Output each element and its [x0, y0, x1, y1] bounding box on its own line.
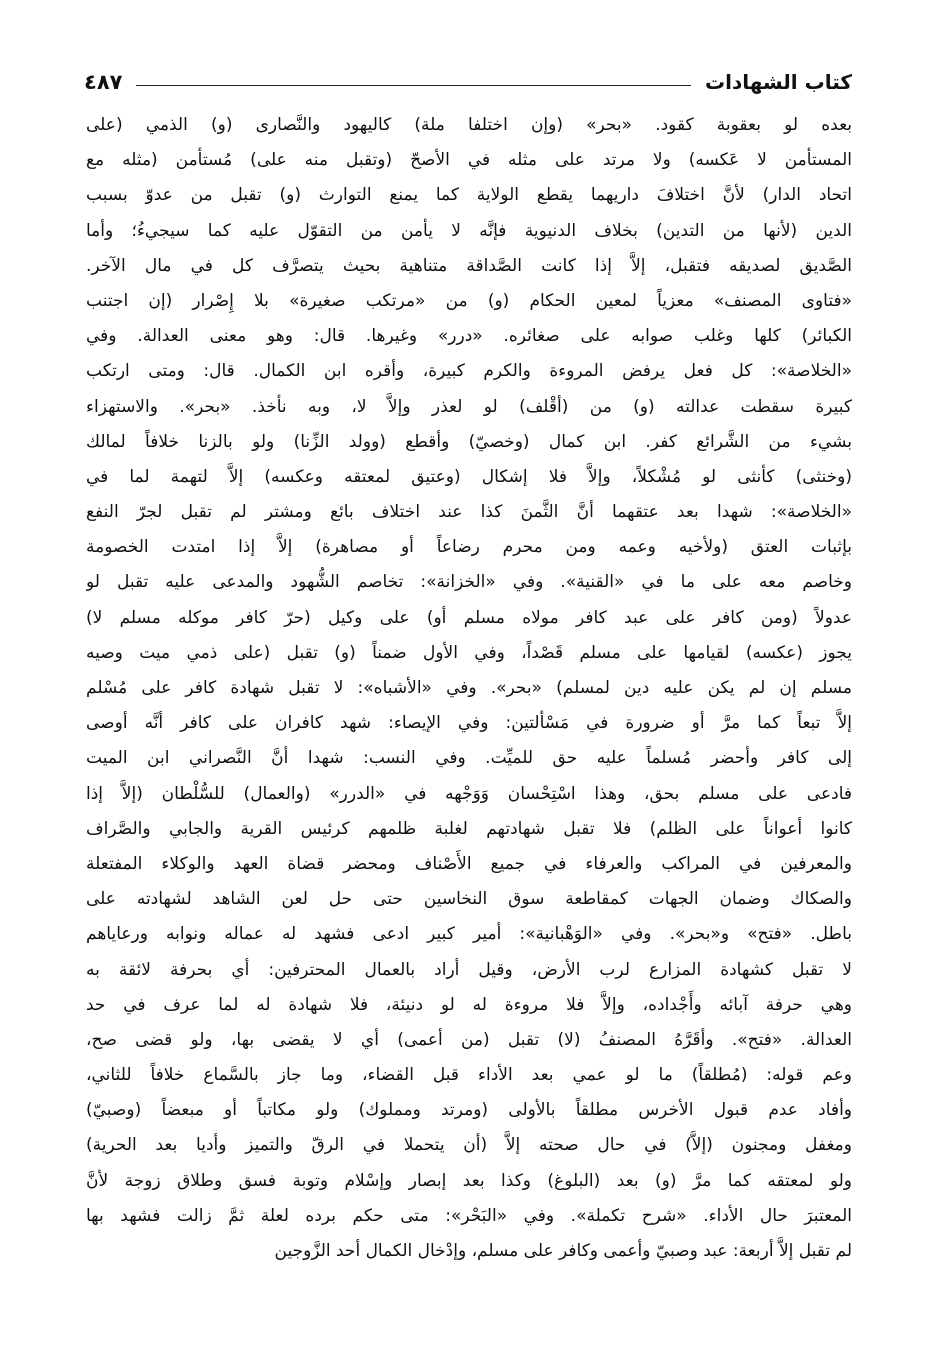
- text-line: المعتبرَ حال الأداء. «شرح تكملة». وفي «البَحْر»: متى حكم برده لعلة ثمَّ زالت فشهد بها: [86, 1205, 852, 1226]
- text-line: (وخنثى) كأنثى لو مُشْكلاً، وإلاَّ فلا إشكال (وعتيق لمعتقه وعكسه) إلاَّ لتهمة لما في: [86, 466, 852, 487]
- text-line: المستأمن لا عَكسه) ولا مرتد على مثله في الأصحّ (وتقبل منه على) مُستأمن (مثله مع: [86, 150, 852, 171]
- page-number: ٤٨٧: [84, 70, 123, 94]
- text-line: وخاصم معه على ما في «القنية». وفي «الخزانة»: تخاصم الشُّهود والمدعى عليه تقبل لو: [86, 572, 852, 593]
- text-line: عدولاً (ومن كافر على عبد كافر مولاه مسلم أو) على وكيل (حرّ كافر موكله مسلم لا): [86, 607, 852, 628]
- text-line: «الخلاصة»: كل فعل يرفض المروءة والكرم كبيرة، وأقره ابن الكمال. قال: ومتى ارتكب: [86, 361, 852, 382]
- text-line: والصكاك وضمان الجهات كمقاطعة سوق النخاسين حتى حل لعن الشاهد لشهادته على: [86, 889, 852, 910]
- chapter-title: كتاب الشهادات: [704, 70, 852, 94]
- text-line: الدين (لأنها من التدين) بخلاف الدنيوية فإنَّه لا يأمن من التقوّل عليه كما سيجيءُ؛ وأما: [86, 220, 852, 241]
- text-line: كبيرة سقطت عدالته (و) من (أقْلف) لو لعذر وإلاَّ لا، وبه نأخذ. «بحر». والاستهزاء: [86, 396, 852, 417]
- text-line: الكبائر) كلها وغلب صوابه على صغائره. «درر» وغيرها. قال: وهو معنى العدالة. وفي: [86, 326, 852, 347]
- text-line: وهي حرفة آبائه وأَجْداده، وإلاَّ فلا مروءة له لو دنيئة، فلا شهادة له لما عرف في حد: [86, 994, 852, 1015]
- body-text: [86, 108, 852, 1269]
- text-line: كانوا أعواناً على الظلم) فلا تقبل شهادتهم لغلبة ظلمهم كرئيس القرية والجابي والصَّراف: [86, 818, 852, 839]
- text-line: بعده لو بعقوبة كقود. «بحر» (وإن اختلفا ملة) كاليهود والنَّصارى (و) الذمي (على: [86, 115, 852, 135]
- text-line: باطل. «فتح» و«بحر». وفي «الوَهْبانية»: أمير كبير ادعى فشهد له عماله ونوابه ورعاياهم: [86, 924, 852, 945]
- text-line: العدالة. «فتح». وأقَرَّهُ المصنفُ (لا) تقبل (من أعمى) أي لا يقضى بها، ولو قضى صح،: [86, 1029, 852, 1050]
- text-line: يجوز (عكسه) لقيامها على مسلم قَصْداً، وفي الأول ضمناً (و) تقبل (على ذمي ميت وصيه: [86, 642, 852, 663]
- text-line: وعم قوله: (مُطلقاً) ما لو عمي بعد الأداء قبل القضاء، وما جاز بالسَّماع خلافاً للثاني،: [86, 1065, 852, 1086]
- page-header: [84, 62, 852, 102]
- text-line: اتحاد الدار) لأنَّ اختلافَ داريهما يقطع الولاية كما يمنع التوارث (و) تقبل من عدوّ بسبب: [86, 185, 852, 206]
- text-line: لا تقبل كشهادة المزارع لرب الأرض، وقيل أراد بالعمال المحترفين: أي بحرفة لائقة به: [86, 959, 852, 980]
- text-line: ولو لمعتقه كما مرَّ (و) بعد (البلوغ) وكذا بعد إبصار وإسْلام وتوبة فسق وطلاق زوجة لأنَّ: [86, 1170, 852, 1191]
- text-line: بشيء من الشَّرائع كفر. ابن كمال (وخصيّ) وأقطع (وولد الزِّنا) ولو بالزنا خلافاً لمالك: [86, 431, 852, 452]
- text-line: وأفاد عدم قبول الأخرس مطلقاً بالأولى (ومرتد ومملوك) ولو مكاتباً أو مبعضاً (وصبيّ): [86, 1100, 852, 1121]
- header-rule: [136, 85, 691, 86]
- text-line: الصَّديق لصديقه فتقبل، إلاَّ إذا كانت الصَّداقة متناهية بحيث يتصرَّف كل في مال الآخر.: [86, 255, 852, 276]
- text-line: ومغفل ومجنون (إلاَّ) في حال صحته إلاَّ (أن يتحملا في الرقّ والتميز وأديا بعد الحرية): [86, 1135, 852, 1156]
- text-line: فادعى على مسلم بحق، وهذا اسْتِحْسان وَوَجْهه في «الدرر» (والعمال) للسُّلْطان (إلاَّ إذا: [86, 783, 852, 804]
- text-line: إلى كافر وأحضر مُسلماً عليه حق للميِّت. وفي النسب: شهدا أنَّ النَّصراني ابن الميت: [86, 748, 852, 769]
- text-line: إلاَّ تبعاً كما مرَّ أو ضرورة في مَسْألتين: وفي الإيصاء: شهد كافران على كافر أنَّه أوصى: [86, 713, 852, 734]
- text-line: «فتاوى المصنف» معزياً لمعين الحكام (و) من «مرتكب صغيرة» بلا إِصْرار (إن اجتنب: [86, 290, 852, 311]
- text-line: والمعرفين في المراكب والعرفاء في جميع الأَصْناف ومحضر قضاة العهد والوكلاء المفتعلة: [86, 853, 852, 874]
- text-line: مسلم إن لم يكن عليه دين لمسلم) «بحر». وفي «الأشباه»: لا تقبل شهادة كافر على مُسْلم: [86, 678, 852, 698]
- text-line: لم تقبل إلاَّ أربعة: عبد وصبيّ وأعمى وكافر على مسلم، وإدْخال الكمال أحد الزَّوجين: [274, 1241, 852, 1261]
- text-line: بإثبات العتق (ولأخيه وعمه ومن محرم رضاعاً أو مصاهرة) إلاَّ إذا امتدت الخصومة: [86, 537, 852, 558]
- text-line: «الخلاصة»: شهدا بعد عتقهما أنَّ الثَّمنَ كذا عند اختلاف بائع ومشتر لم تقبل لجرّ النفع: [86, 502, 852, 523]
